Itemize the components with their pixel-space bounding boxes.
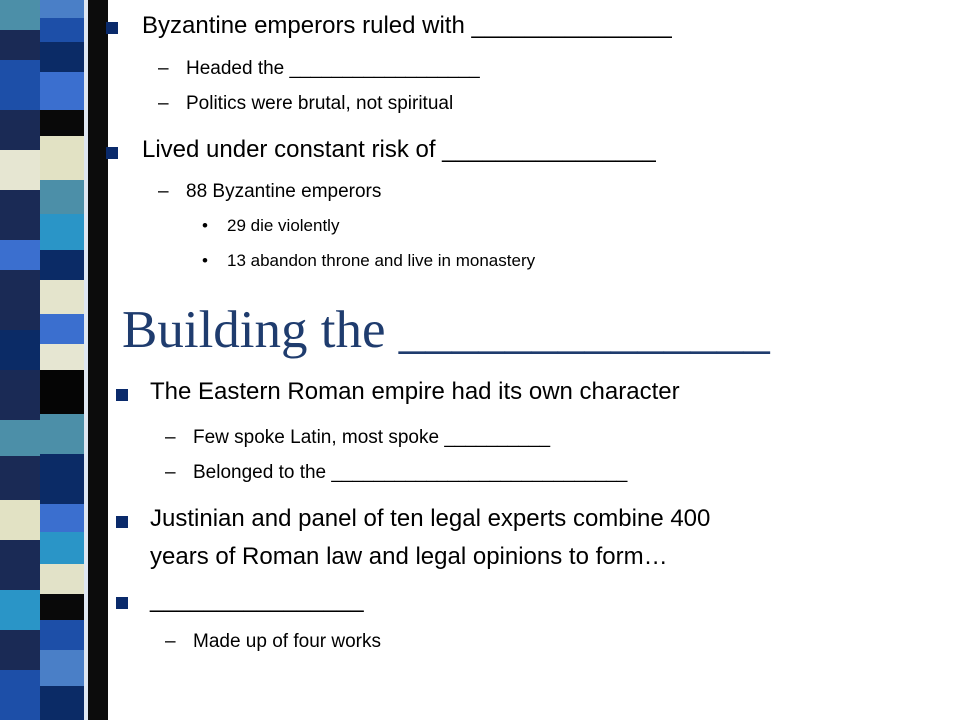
slide-title: Building the ______________: [122, 301, 770, 359]
dot-marker: •: [202, 216, 208, 235]
dash-marker: –: [158, 93, 169, 114]
top-bullet-1-sub-2: Politics were brutal, not spiritual: [186, 93, 454, 114]
bottom-bullet-2-line-1: Justinian and panel of ten legal experts combine 400: [150, 505, 711, 532]
bullet-square-icon: [116, 389, 128, 401]
bullet-square-icon: [106, 147, 118, 159]
top-bullet-2-sub-1-sub-1: 29 die violently: [227, 216, 340, 235]
bullet-square-icon: [106, 22, 118, 34]
bottom-bullet-1-sub-2: Belonged to the ____________________________: [193, 462, 628, 483]
bottom-bullet-3-sub-1: Made up of four works: [193, 631, 381, 652]
top-bullet-2-sub-1: 88 Byzantine emperors: [186, 181, 382, 202]
dash-marker: –: [165, 631, 176, 652]
top-bullet-2: Lived under constant risk of ________________: [142, 136, 656, 163]
bullet-square-icon: [116, 597, 128, 609]
dash-marker: –: [165, 462, 176, 483]
bottom-bullet-1: The Eastern Roman empire had its own character: [150, 378, 680, 405]
bottom-bullet-3: ________________: [150, 586, 364, 613]
bottom-bullet-2-line-2: years of Roman law and legal opinions to form…: [150, 543, 668, 570]
top-bullet-1-sub-1: Headed the __________________: [186, 58, 480, 79]
dot-marker: •: [202, 251, 208, 270]
top-bullet-2-sub-1-sub-2: 13 abandon throne and live in monastery: [227, 251, 536, 270]
dash-marker: –: [165, 427, 176, 448]
dash-marker: –: [158, 58, 169, 79]
decorative-left-stripe: [0, 0, 110, 720]
dash-marker: –: [158, 181, 169, 202]
stripe-dark-bar: [88, 0, 108, 720]
bottom-bullet-1-sub-1: Few spoke Latin, most spoke __________: [193, 427, 551, 448]
bullet-square-icon: [116, 516, 128, 528]
top-bullet-1: Byzantine emperors ruled with _______________: [142, 12, 672, 39]
